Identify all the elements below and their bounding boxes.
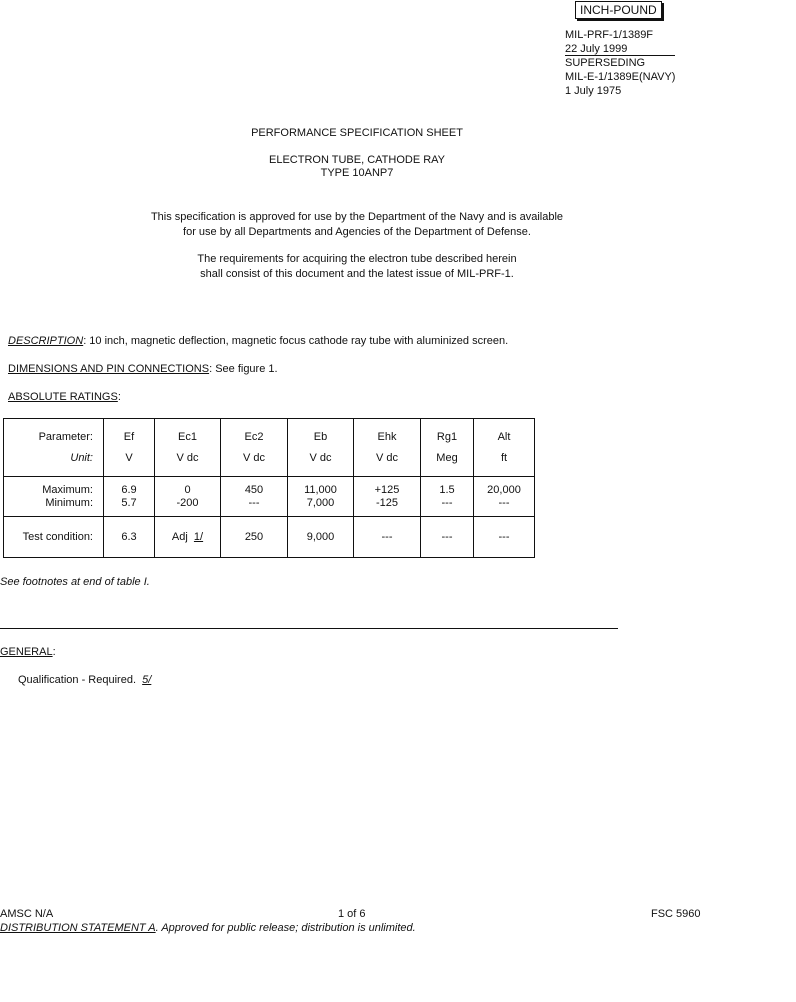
test-rg1: --- [421, 517, 474, 558]
maxmin-cell-eb [288, 477, 354, 517]
max-alt: 20,000 [487, 483, 521, 496]
description-paragraph [8, 335, 508, 347]
qualification-text: Qualification - Required. [18, 674, 137, 686]
absolute-ratings-heading [8, 391, 121, 403]
param-cell-eb [288, 419, 354, 477]
unit-alt: ft [500, 451, 508, 464]
dimensions-label: DIMENSIONS AND PIN CONNECTIONS [8, 363, 210, 375]
qualification-footnote: 5/ [142, 674, 152, 686]
document-header-block [565, 28, 675, 98]
param-cell-ec1 [155, 419, 221, 477]
min-ec2: --- [248, 496, 260, 509]
maxmin-cell-ec1 [155, 477, 221, 517]
general-colon: : [52, 646, 56, 658]
maxmin-cell-rg1 [421, 477, 474, 517]
dimensions-text: : See figure 1. [209, 363, 278, 375]
max-eb: 11,000 [304, 483, 337, 496]
superseded-date: 1 July 1975 [565, 85, 622, 97]
absolute-ratings-colon: : [117, 391, 121, 403]
maxmin-cell-alt [474, 477, 535, 517]
test-condition-label: Test condition: [4, 517, 104, 558]
approval-line-1: This specification is approved for use by the Department of the Navy and is available [150, 211, 564, 223]
doc-number: MIL-PRF-1/1389F [565, 29, 654, 41]
test-ef: 6.3 [104, 517, 155, 558]
parameter-label: Parameter: [38, 430, 93, 443]
maxmin-cell-ehk [354, 477, 421, 517]
param-eb: Eb [313, 430, 328, 443]
maxmin-cell-ef [104, 477, 155, 517]
max-ec1: 0 [184, 483, 191, 496]
superseded-doc: MIL-E-1/1389E(NAVY) [565, 71, 676, 83]
max-ehk: +125 [374, 483, 400, 496]
param-ehk: Ehk [377, 430, 397, 443]
minimum-label: Minimum: [45, 496, 93, 509]
distribution-label: DISTRIBUTION STATEMENT A [0, 922, 156, 934]
unit-eb: V dc [309, 451, 332, 464]
page-number: 1 of 6 [338, 908, 366, 920]
test-ec1: Adj [171, 531, 188, 543]
table-row-test-condition [4, 517, 535, 558]
subject-line: ELECTRON TUBE, CATHODE RAY [268, 154, 446, 166]
table-row-parameter-unit [4, 419, 535, 477]
param-cell-rg1 [421, 419, 474, 477]
approval-line-2: for use by all Departments and Agencies of the Department of Defense. [183, 226, 531, 238]
unit-ehk: V dc [375, 451, 398, 464]
doc-date: 22 July 1999 [565, 43, 675, 56]
test-cell-ec1 [155, 517, 221, 558]
param-alt: Alt [497, 430, 511, 443]
unit-ec1: V dc [176, 451, 199, 464]
inch-pound-box: INCH-POUND [575, 1, 662, 19]
maxmin-cell-ec2 [221, 477, 288, 517]
label-cell-parameter-unit [4, 419, 104, 477]
subject-title [0, 154, 714, 180]
test-ec1-footnote: 1/ [193, 531, 204, 543]
distribution-statement [0, 922, 416, 934]
absolute-ratings-table [3, 418, 535, 558]
distribution-text: . Approved for public release; distribution is unlimited. [155, 922, 416, 934]
requirements-statement [0, 252, 714, 282]
maximum-label: Maximum: [42, 483, 93, 496]
requirements-line-2: shall consist of this document and the latest issue of MIL-PRF-1. [200, 268, 514, 280]
sheet-title: PERFORMANCE SPECIFICATION SHEET [251, 127, 463, 139]
unit-rg1: Meg [436, 451, 458, 464]
min-eb: 7,000 [306, 496, 335, 509]
type-line: TYPE 10ANP7 [320, 167, 394, 179]
absolute-ratings-label: ABSOLUTE RATINGS [8, 391, 118, 403]
approval-statement [0, 210, 714, 240]
general-heading [0, 646, 56, 658]
param-rg1: Rg1 [436, 430, 458, 443]
param-cell-ehk [354, 419, 421, 477]
unit-ec2: V dc [242, 451, 265, 464]
param-cell-ec2 [221, 419, 288, 477]
test-alt: --- [474, 517, 535, 558]
test-ehk: --- [354, 517, 421, 558]
min-rg1: --- [441, 496, 453, 509]
amsc-label: AMSC N/A [0, 908, 54, 920]
min-alt: --- [498, 496, 510, 509]
dimensions-paragraph [8, 363, 278, 375]
description-text: : 10 inch, magnetic deflection, magnetic focus cathode ray tube with aluminized screen. [83, 335, 509, 347]
table-row-max-min [4, 477, 535, 517]
max-ec2: 450 [244, 483, 264, 496]
label-cell-max-min [4, 477, 104, 517]
unit-ef: V [125, 451, 133, 464]
table-footnote-reference: See footnotes at end of table I. [0, 576, 150, 588]
unit-label: Unit: [70, 451, 93, 464]
param-ec1: Ec1 [178, 430, 197, 443]
section-divider [0, 628, 618, 629]
param-ec2: Ec2 [244, 430, 264, 443]
superseding-label: SUPERSEDING [565, 57, 646, 69]
param-cell-alt [474, 419, 535, 477]
fsc-code: FSC 5960 [651, 908, 701, 920]
test-ec2: 250 [221, 517, 288, 558]
min-ec1: -200 [176, 496, 199, 509]
min-ehk: -125 [375, 496, 399, 509]
general-label: GENERAL [0, 646, 53, 658]
qualification-line [18, 674, 151, 686]
param-ef: Ef [123, 430, 135, 443]
param-cell-ef [104, 419, 155, 477]
requirements-line-1: The requirements for acquiring the electron tube described herein [197, 253, 517, 265]
test-eb: 9,000 [288, 517, 354, 558]
min-ef: 5.7 [121, 496, 137, 509]
description-label: DESCRIPTION [8, 335, 84, 347]
max-ef: 6.9 [121, 483, 137, 496]
max-rg1: 1.5 [439, 483, 455, 496]
